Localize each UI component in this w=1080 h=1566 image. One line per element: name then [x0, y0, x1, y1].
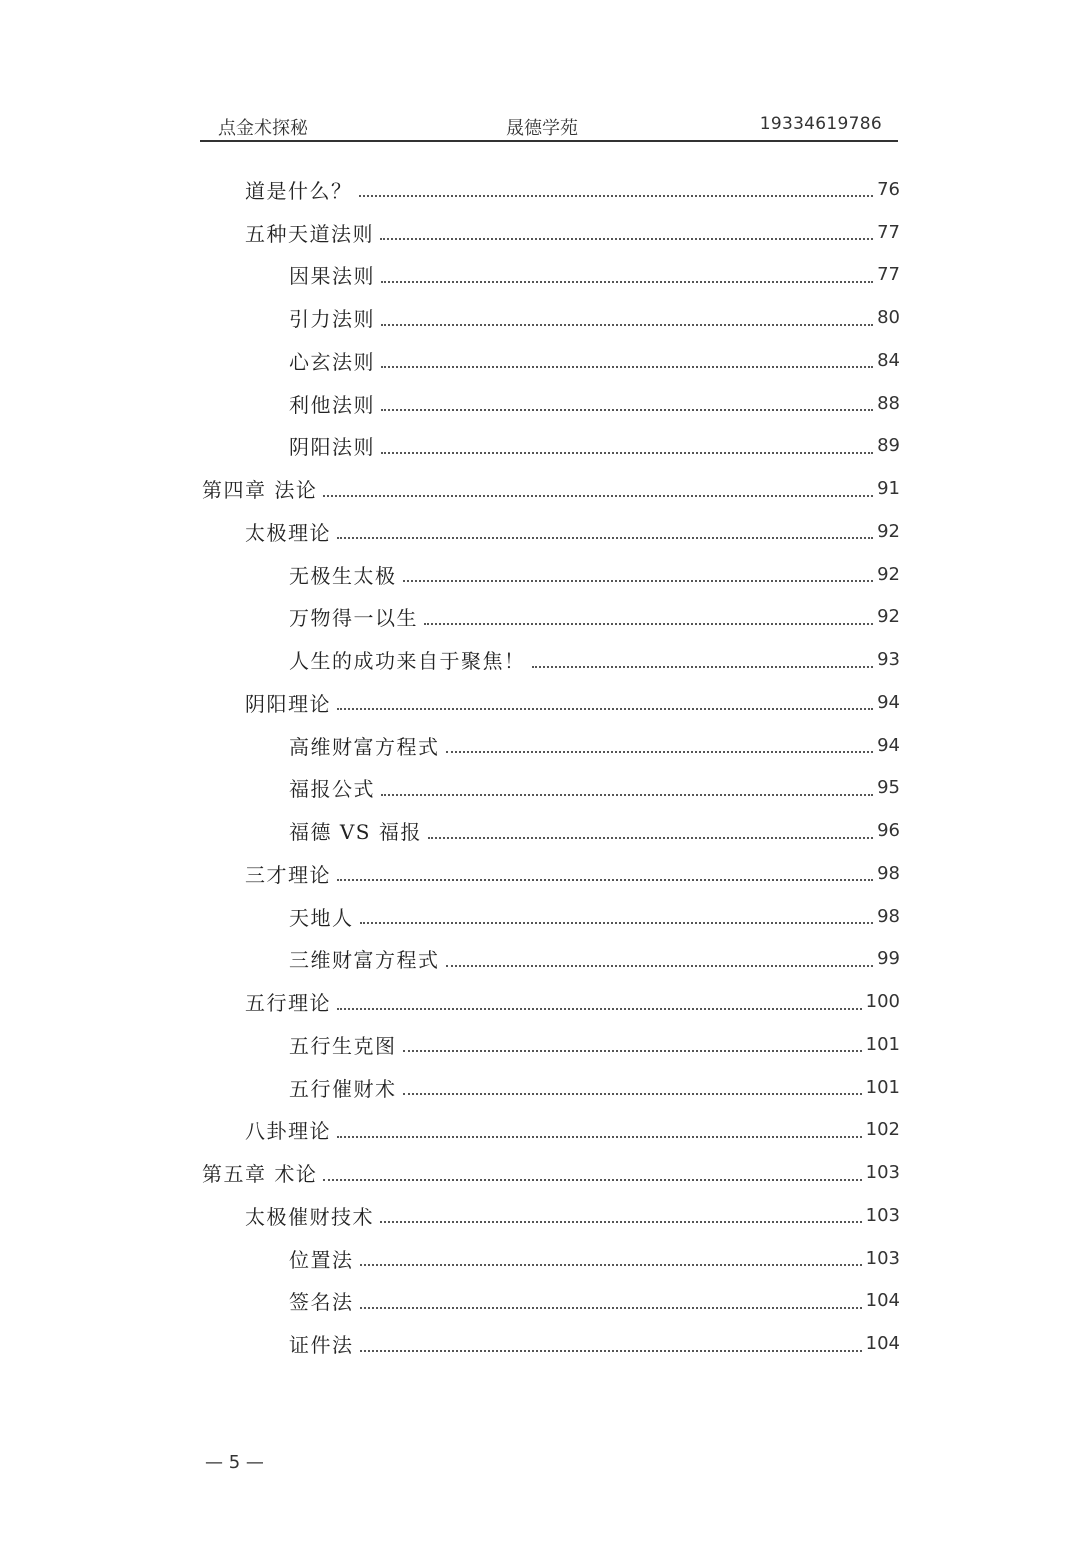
- toc-entry-title: 三维财富方程式: [289, 948, 440, 973]
- toc-entry-title: 五行生克图: [289, 1033, 397, 1058]
- toc-entry[interactable]: [200, 425, 900, 468]
- toc-dot-leader: [337, 708, 873, 710]
- toc-dot-leader: [380, 1221, 862, 1223]
- toc-dot-leader: [381, 281, 873, 283]
- toc-entry[interactable]: [200, 510, 900, 553]
- toc-dot-leader: [323, 1179, 861, 1181]
- toc-entry-title: 利他法则: [289, 392, 375, 417]
- toc-entry[interactable]: [200, 467, 900, 510]
- toc-dot-leader: [360, 1350, 862, 1352]
- toc-dot-leader: [337, 879, 873, 881]
- toc-entry-title: 高维财富方程式: [289, 734, 440, 759]
- toc-entry-title: 万物得一以生: [289, 606, 418, 631]
- toc-entry-title: 人生的成功来自于聚焦！: [289, 649, 526, 674]
- toc-entry[interactable]: [200, 681, 900, 724]
- toc-entry[interactable]: [200, 339, 900, 382]
- toc-entry-title: 八卦理论: [245, 1119, 331, 1144]
- toc-entry[interactable]: [200, 1280, 900, 1323]
- toc-entry[interactable]: [200, 1151, 900, 1194]
- toc-entry[interactable]: [200, 724, 900, 767]
- toc-entry-page: 103: [865, 1162, 900, 1184]
- toc-dot-leader: [337, 537, 873, 539]
- toc-entry-title: 天地人: [289, 905, 354, 930]
- toc-entry-page: 102: [865, 1119, 900, 1141]
- page-header: [200, 112, 898, 142]
- toc-dot-leader: [381, 452, 873, 454]
- toc-dot-leader: [360, 922, 874, 924]
- toc-entry-page: 88: [877, 392, 900, 414]
- toc-entry-title: 福报公式: [289, 777, 375, 802]
- toc-dot-leader: [403, 580, 874, 582]
- toc-entry-page: 103: [865, 1247, 900, 1269]
- toc-entry[interactable]: [200, 254, 900, 297]
- toc-entry-page: 103: [865, 1204, 900, 1226]
- toc-entry[interactable]: [200, 211, 900, 254]
- toc-entry-title: 证件法: [289, 1333, 354, 1358]
- toc-entry-page: 95: [877, 777, 900, 799]
- toc-entry-page: 91: [877, 478, 900, 500]
- toc-entry-page: 77: [877, 221, 900, 243]
- toc-entry-page: 89: [877, 435, 900, 457]
- toc-dot-leader: [380, 238, 873, 240]
- toc-entry-title: 无极生太极: [289, 563, 397, 588]
- toc-dot-leader: [532, 666, 874, 668]
- toc-entry[interactable]: [200, 767, 900, 810]
- toc-entry-title: 太极理论: [245, 520, 331, 545]
- toc-dot-leader: [403, 1093, 862, 1095]
- toc-entry[interactable]: [200, 895, 900, 938]
- toc-entry-page: 99: [877, 948, 900, 970]
- toc-entry[interactable]: [200, 296, 900, 339]
- toc-dot-leader: [323, 495, 873, 497]
- toc-dot-leader: [446, 965, 874, 967]
- table-of-contents: [200, 168, 900, 1365]
- toc-dot-leader: [381, 794, 873, 796]
- toc-entry[interactable]: [200, 1237, 900, 1280]
- toc-entry-title: 五行理论: [245, 991, 331, 1016]
- toc-dot-leader: [424, 623, 873, 625]
- toc-entry-page: 92: [877, 520, 900, 542]
- toc-entry[interactable]: [200, 168, 900, 211]
- toc-dot-leader: [360, 1307, 862, 1309]
- toc-dot-leader: [428, 837, 873, 839]
- toc-entry[interactable]: [200, 596, 900, 639]
- toc-entry-page: 104: [865, 1333, 900, 1355]
- toc-dot-leader: [381, 409, 873, 411]
- toc-entry-title: 签名法: [289, 1290, 354, 1315]
- toc-entry-page: 96: [877, 820, 900, 842]
- toc-entry[interactable]: [200, 852, 900, 895]
- toc-entry[interactable]: [200, 638, 900, 681]
- page-number: — 5 —: [205, 1452, 264, 1473]
- toc-entry-title: 三才理论: [245, 862, 331, 887]
- toc-entry-title: 五种天道法则: [245, 221, 374, 246]
- toc-entry-page: 76: [877, 178, 900, 200]
- toc-dot-leader: [381, 324, 873, 326]
- toc-dot-leader: [359, 195, 874, 197]
- toc-entry[interactable]: [200, 1066, 900, 1109]
- toc-entry[interactable]: [200, 1109, 900, 1152]
- toc-entry-page: 94: [877, 734, 900, 756]
- toc-entry-page: 77: [877, 264, 900, 286]
- toc-entry-title: 阴阳理论: [245, 691, 331, 716]
- toc-dot-leader: [337, 1136, 862, 1138]
- toc-entry-page: 84: [877, 349, 900, 371]
- toc-entry-title: 第四章 法论: [202, 478, 318, 503]
- toc-dot-leader: [446, 751, 874, 753]
- header-book-title: 点金术探秘: [218, 118, 308, 139]
- toc-entry[interactable]: [200, 938, 900, 981]
- toc-entry-page: 92: [877, 606, 900, 628]
- toc-dot-leader: [337, 1008, 862, 1010]
- toc-entry-title: 心玄法则: [289, 349, 375, 374]
- toc-dot-leader: [381, 366, 873, 368]
- toc-dot-leader: [360, 1264, 862, 1266]
- toc-entry-title: 太极催财技术: [245, 1204, 374, 1229]
- toc-entry-title: 阴阳法则: [289, 435, 375, 460]
- toc-entry-title: 五行催财术: [289, 1076, 397, 1101]
- toc-entry[interactable]: [200, 809, 900, 852]
- toc-entry-page: 101: [865, 1033, 900, 1055]
- toc-entry-page: 93: [877, 649, 900, 671]
- toc-entry[interactable]: [200, 1194, 900, 1237]
- toc-entry-page: 98: [877, 862, 900, 884]
- toc-entry-page: 101: [865, 1076, 900, 1098]
- toc-entry-page: 94: [877, 691, 900, 713]
- toc-entry-page: 104: [865, 1290, 900, 1312]
- toc-entry-page: 92: [877, 563, 900, 585]
- toc-entry[interactable]: [200, 1322, 900, 1365]
- header-phone: 19334619786: [759, 114, 882, 134]
- toc-dot-leader: [403, 1050, 862, 1052]
- toc-entry-page: 100: [865, 991, 900, 1013]
- toc-entry-page: 98: [877, 905, 900, 927]
- toc-entry-page: 80: [877, 307, 900, 329]
- toc-entry-title: 福德 VS 福报: [289, 820, 422, 845]
- toc-entry-title: 位置法: [289, 1247, 354, 1272]
- toc-entry-title: 道是什么？: [245, 178, 353, 203]
- toc-entry[interactable]: [200, 980, 900, 1023]
- toc-entry[interactable]: [200, 553, 900, 596]
- toc-entry[interactable]: [200, 382, 900, 425]
- header-publisher: 晟德学苑: [506, 118, 578, 139]
- toc-entry-title: 因果法则: [289, 264, 375, 289]
- toc-entry[interactable]: [200, 1023, 900, 1066]
- toc-entry-title: 第五章 术论: [202, 1162, 318, 1187]
- toc-entry-title: 引力法则: [289, 307, 375, 332]
